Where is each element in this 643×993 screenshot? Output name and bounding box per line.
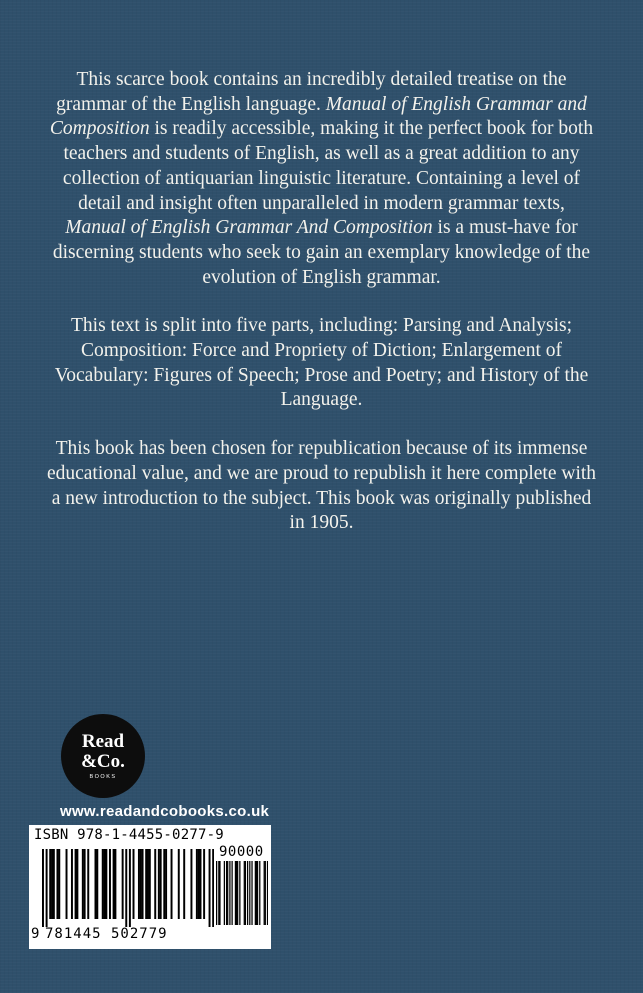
- publisher-logo: [61, 714, 145, 798]
- barcode-bar: [145, 849, 147, 919]
- barcode-bar: [49, 849, 51, 919]
- addon-bar: [259, 861, 260, 925]
- logo-text-books: BOOKS: [89, 774, 117, 780]
- barcode-bar: [104, 849, 106, 919]
- barcode-bar: [95, 849, 97, 919]
- addon-bar: [264, 861, 265, 925]
- addon-bar: [219, 861, 220, 925]
- addon-bar: [244, 861, 245, 925]
- barcode-bar: [76, 849, 78, 919]
- barcode-bar: [142, 849, 144, 919]
- barcode-bar: [102, 849, 104, 919]
- blurb-paragraph-3: This book has been chosen for republication because of its immense educational value, and we are proud to republish it here complete with a new introduction to the subject. This book was originally published in 1905.: [46, 438, 597, 534]
- addon-bar: [235, 861, 236, 925]
- addon-bar: [226, 861, 227, 925]
- barcode-bar: [158, 849, 160, 919]
- barcode-bar: [190, 849, 192, 919]
- barcode-bar: [163, 849, 165, 919]
- barcode-bar: [200, 849, 202, 919]
- addon-bar: [245, 861, 246, 925]
- book-title-italic: Manual of English Grammar and Composition: [49, 93, 587, 140]
- book-title-italic: Manual of English Grammar And Composition: [65, 217, 433, 239]
- addon-bar: [218, 861, 219, 925]
- addon-bar: [231, 861, 232, 925]
- barcode-guard-bar: [212, 849, 214, 927]
- addon-bar: [257, 861, 258, 925]
- barcode-guard-bar: [125, 849, 127, 927]
- blurb-paragraph-2: This text is split into five parts, including: Parsing and Analysis; Composition: Force and Propriety of Diction; Enlargement of Vocabulary: Figures of Speech; Prose and Poetry; and History of the Language.: [54, 315, 589, 411]
- addon-bar: [265, 861, 266, 925]
- barcode-bar: [96, 849, 98, 919]
- blurb-text: is a must-have for discerning students who seek to gain an exemplary knowledge of the evolution of English grammar.: [52, 217, 591, 288]
- blurb-text: This scarce book contains an incredibly detailed treatise on the grammar of the English language.: [56, 69, 567, 115]
- barcode-bar: [203, 849, 205, 919]
- barcode-bar: [165, 849, 167, 919]
- barcode-guard-bar: [46, 849, 48, 927]
- addon-bar: [255, 861, 256, 925]
- barcode-bar: [82, 849, 84, 919]
- barcode-bar: [140, 849, 142, 919]
- addon-bar: [237, 861, 238, 925]
- barcode-bar: [183, 849, 185, 919]
- barcode-bar: [149, 849, 151, 919]
- blurb-paragraph-1: [46, 68, 597, 290]
- barcode-bar: [109, 849, 111, 919]
- barcode-bar: [84, 849, 86, 919]
- barcode-bar: [75, 849, 77, 919]
- barcode-bar: [138, 849, 140, 919]
- barcode-bar: [53, 849, 55, 919]
- barcode-bar: [87, 849, 89, 919]
- publisher-website: www.readandcobooks.co.uk: [60, 803, 270, 820]
- ean-barcode-bars: [42, 849, 214, 927]
- barcode-first-digit: 9: [31, 926, 40, 942]
- barcode-bar: [58, 849, 60, 919]
- barcode-bar: [66, 849, 68, 919]
- barcode-bar: [196, 849, 198, 919]
- barcode-bar: [114, 849, 116, 919]
- addon-bar: [216, 861, 217, 925]
- barcode-digits: 781445 502779: [45, 926, 168, 942]
- addon-bar: [229, 861, 230, 925]
- isbn-barcode: [29, 825, 271, 949]
- barcode-bar: [178, 849, 180, 919]
- addon-bar: [249, 861, 250, 925]
- barcode-bar: [198, 849, 200, 919]
- barcode-bar: [133, 849, 135, 919]
- barcode-bar: [160, 849, 162, 919]
- barcode-bar: [51, 849, 53, 919]
- blurb-text: is readily accessible, making it the perfect book for both teachers and students of English, as well as a great addition to any collection of antiquarian linguistic literature. Containing a level of detail and insight often unparalleled in modern grammar texts,: [62, 118, 594, 214]
- logo-text-co: &Co.: [81, 751, 125, 772]
- addon-bar: [227, 861, 228, 925]
- barcode-bar: [56, 849, 58, 919]
- barcode-bar: [171, 849, 173, 919]
- addon-bar: [239, 861, 240, 925]
- addon-bar: [224, 861, 225, 925]
- barcode-bar: [71, 849, 73, 919]
- addon-bar: [251, 861, 252, 925]
- addon-bar: [256, 861, 257, 925]
- barcode-bar: [154, 849, 156, 919]
- addon-bar: [247, 861, 248, 925]
- addon-barcode-bars: [216, 861, 268, 925]
- back-cover-blurb: [46, 68, 597, 560]
- logo-text-read: Read: [81, 731, 125, 752]
- barcode-bar: [122, 849, 124, 919]
- barcode-guard-bar: [42, 849, 44, 927]
- barcode-bar: [147, 849, 149, 919]
- barcode-bar: [105, 849, 107, 919]
- addon-bar: [267, 861, 268, 925]
- addon-bar: [236, 861, 237, 925]
- barcode-bar: [113, 849, 115, 919]
- isbn-label: ISBN 978-1-4455-0277-9: [34, 827, 224, 843]
- barcode-guard-bar: [129, 849, 131, 927]
- barcode-guard-bar: [209, 849, 211, 927]
- price-addon-number: 90000: [219, 844, 264, 860]
